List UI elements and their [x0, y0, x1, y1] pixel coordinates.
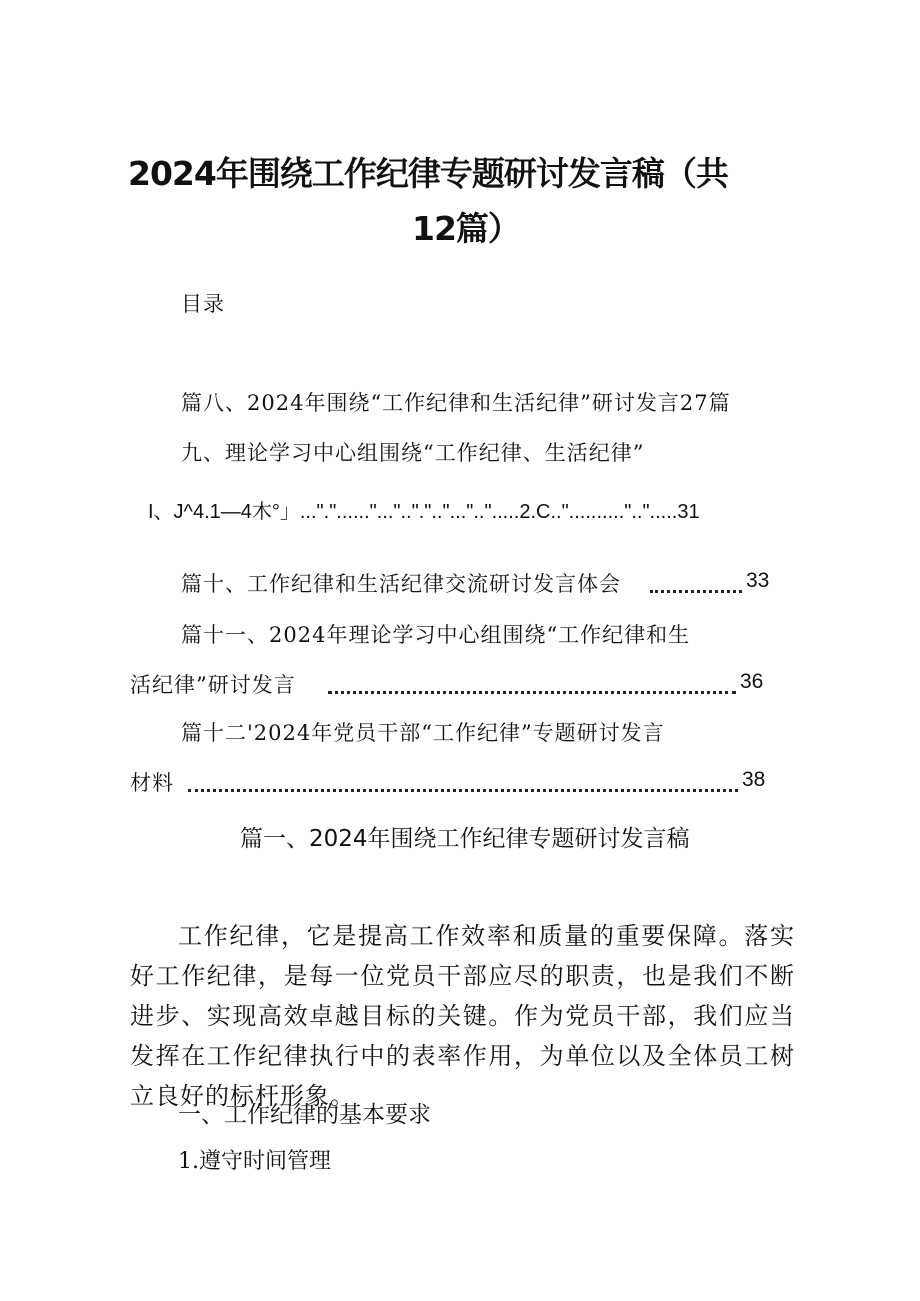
toc-leader-dots [328, 667, 736, 694]
toc-entry: 篇十一、2024年理论学习中心组围绕“工作纪律和生 [181, 623, 691, 647]
section-title: 篇一、2024年围绕工作纪律专题研讨发言稿 [240, 826, 690, 852]
toc-entry: 篇八、2024年围绕“工作纪律和生活纪律”研讨发言27篇 [181, 391, 731, 415]
toc-leader-dots [650, 566, 742, 593]
toc-page-number: 33 [746, 569, 770, 592]
toc-entry-garbled: I、J^4.1—4木°」..."."......"..."..".".."..."..".....2.C..".........."..".....31 [148, 501, 700, 523]
toc-entry: 材料 [130, 771, 174, 795]
toc-page-number: 38 [742, 768, 766, 791]
toc-page-number: 36 [740, 670, 764, 693]
toc-leader-dots [188, 765, 738, 792]
document-title-line-1: 2024年围绕工作纪律专题研讨发言稿（共 [128, 154, 728, 193]
document-title-line-2: 12篇） [412, 209, 520, 248]
toc-heading: 目录 [181, 292, 225, 316]
heading-level-1: 一、工作纪律的基本要求 [178, 1102, 431, 1128]
toc-entry: 篇十二'2024年党员干部“工作纪律”专题研讨发言 [181, 721, 665, 745]
toc-entry: 篇十、工作纪律和生活纪律交流研讨发言体会 [181, 572, 621, 596]
heading-level-2: 1.遵守时间管理 [178, 1149, 331, 1174]
toc-entry: 活纪律”研讨发言 [130, 673, 296, 697]
toc-entry: 九、理论学习中心组围绕“工作纪律、生活纪律” [181, 441, 645, 465]
body-paragraph: 工作纪律，它是提高工作效率和质量的重要保障。落实好工作纪律，是每一位党员干部应尽的职责，也是我们不断进步、实现高效卓越目标的关键。作为党员干部，我们应当发挥在工作纪律执行中的表率作用，为单位以及全体员工树立良好的标杆形象。 [130, 922, 795, 1110]
